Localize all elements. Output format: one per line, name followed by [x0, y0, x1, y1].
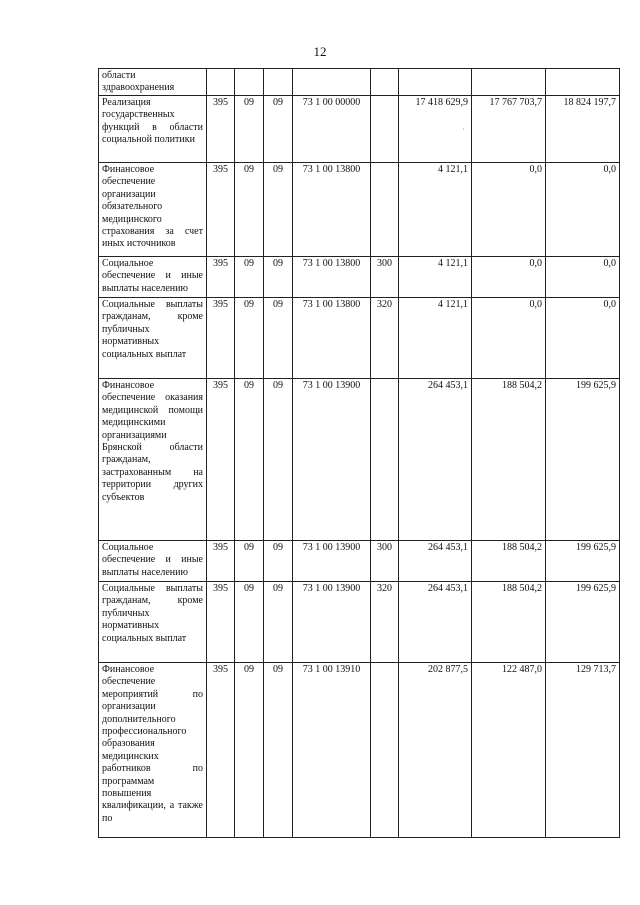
row-name: Финансовое обеспечение оказания медицинской помощи медицинскими организациями Брянской области гражданам, застрахованным на территории других субъектов [99, 379, 207, 541]
row-expense-type [371, 379, 399, 541]
row-amount-year-3: 0,0 [546, 298, 620, 379]
row-amount-year-2: 188 504,2 [472, 541, 546, 582]
table-row [99, 163, 620, 257]
row-amount-year-1: 264 453,1 [399, 541, 472, 582]
row-admin-code: 395 [207, 541, 235, 582]
row-admin-code: 395 [207, 298, 235, 379]
row-amount-year-2: 17 767 703,7 [472, 96, 546, 163]
table-row [99, 69, 620, 96]
row-name: Социальное обеспечение и иные выплаты населению [99, 541, 207, 582]
table-row [99, 257, 620, 298]
row-subsection: 09 [264, 379, 293, 541]
row-amount-year-2: 0,0 [472, 163, 546, 257]
row-subsection [264, 69, 293, 96]
row-admin-code: 395 [207, 163, 235, 257]
row-expense-type: 320 [371, 582, 399, 663]
row-target-code: 73 1 00 13910 [293, 663, 371, 838]
row-amount-year-1 [399, 69, 472, 96]
row-section: 09 [235, 163, 264, 257]
row-amount-year-3: 199 625,9 [546, 379, 620, 541]
row-expense-type [371, 163, 399, 257]
page-number: 12 [313, 44, 327, 59]
table-row [99, 96, 620, 163]
row-name: Социальное обеспечение и иные выплаты населению [99, 257, 207, 298]
table-row [99, 663, 620, 838]
row-name: Социальные выплаты гражданам, кроме публичных нормативных социальных выплат [99, 582, 207, 663]
row-target-code: 73 1 00 13800 [293, 257, 371, 298]
budget-table-body [99, 69, 620, 838]
row-expense-type [371, 663, 399, 838]
row-amount-year-2: 188 504,2 [472, 582, 546, 663]
table-row [99, 541, 620, 582]
row-name: Финансовое обеспечение мероприятий по организации дополнительного профессионального образования медицинских работников по программам повышения квалификации, а также по [99, 663, 207, 838]
row-amount-year-1: 4 121,1 [399, 257, 472, 298]
row-admin-code: 395 [207, 663, 235, 838]
row-name: Социальные выплаты гражданам, кроме публичных нормативных социальных выплат [99, 298, 207, 379]
row-target-code: 73 1 00 13800 [293, 298, 371, 379]
row-expense-type: 300 [371, 257, 399, 298]
row-name: Реализация государственных функций в области социальной политики [99, 96, 207, 163]
row-amount-year-3 [546, 69, 620, 96]
table-row [99, 379, 620, 541]
row-amount-year-1: 4 121,1 [399, 298, 472, 379]
row-target-code [293, 69, 371, 96]
row-amount-year-1: 264 453,1 [399, 379, 472, 541]
row-amount-year-2: 188 504,2 [472, 379, 546, 541]
row-section [235, 69, 264, 96]
row-amount-year-3: 129 713,7 [546, 663, 620, 838]
row-admin-code: 395 [207, 257, 235, 298]
row-subsection: 09 [264, 96, 293, 163]
row-subsection: 09 [264, 541, 293, 582]
row-admin-code: 395 [207, 582, 235, 663]
scan-mark: · [462, 125, 465, 134]
row-amount-year-3: 0,0 [546, 257, 620, 298]
row-section: 09 [235, 298, 264, 379]
row-section: 09 [235, 663, 264, 838]
row-target-code: 73 1 00 13800 [293, 163, 371, 257]
row-target-code: 73 1 00 13900 [293, 379, 371, 541]
row-subsection: 09 [264, 298, 293, 379]
row-expense-type [371, 96, 399, 163]
row-target-code: 73 1 00 00000 [293, 96, 371, 163]
row-subsection: 09 [264, 582, 293, 663]
row-subsection: 09 [264, 163, 293, 257]
row-expense-type: 300 [371, 541, 399, 582]
row-admin-code: 395 [207, 96, 235, 163]
row-subsection: 09 [264, 663, 293, 838]
row-amount-year-2: 122 487,0 [472, 663, 546, 838]
row-amount-year-3: 0,0 [546, 163, 620, 257]
table-row [99, 582, 620, 663]
row-amount-year-3: 18 824 197,7 [546, 96, 620, 163]
row-section: 09 [235, 257, 264, 298]
table-row [99, 298, 620, 379]
row-name: области здравоохранения [99, 69, 207, 96]
row-target-code: 73 1 00 13900 [293, 541, 371, 582]
row-amount-year-1: 202 877,5 [399, 663, 472, 838]
row-subsection: 09 [264, 257, 293, 298]
row-amount-year-1: 4 121,1 [399, 163, 472, 257]
row-amount-year-2 [472, 69, 546, 96]
row-section: 09 [235, 582, 264, 663]
row-target-code: 73 1 00 13900 [293, 582, 371, 663]
row-amount-year-1: 17 418 629,9 [399, 96, 472, 163]
row-section: 09 [235, 96, 264, 163]
row-admin-code [207, 69, 235, 96]
row-section: 09 [235, 379, 264, 541]
row-amount-year-1: 264 453,1 [399, 582, 472, 663]
row-amount-year-3: 199 625,9 [546, 582, 620, 663]
row-section: 09 [235, 541, 264, 582]
budget-table [98, 68, 620, 838]
row-expense-type [371, 69, 399, 96]
row-amount-year-3: 199 625,9 [546, 541, 620, 582]
row-amount-year-2: 0,0 [472, 257, 546, 298]
row-name: Финансовое обеспечение организации обязательного медицинского страхования за счет иных источников [99, 163, 207, 257]
row-admin-code: 395 [207, 379, 235, 541]
row-amount-year-2: 0,0 [472, 298, 546, 379]
row-expense-type: 320 [371, 298, 399, 379]
